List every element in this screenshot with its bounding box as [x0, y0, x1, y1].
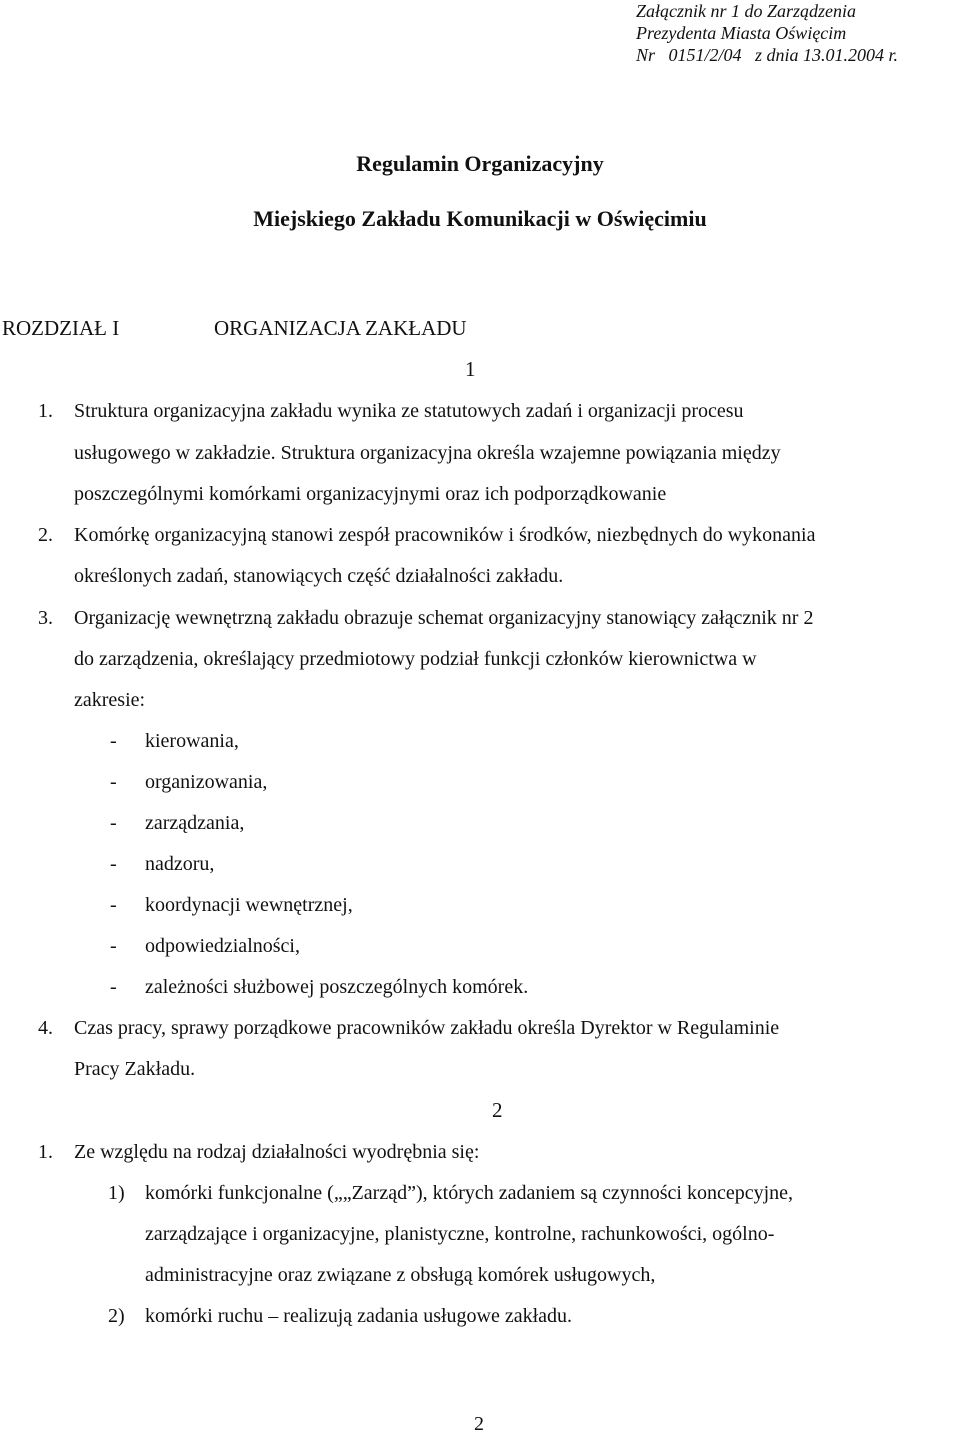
document-title: Regulamin Organizacyjny — [356, 151, 604, 176]
item-number: 4. — [38, 1017, 53, 1039]
bullet-item: zależności służbowej poszczególnych komórek. — [145, 976, 529, 998]
bullet-item: odpowiedzialności, — [145, 935, 300, 957]
subitem-text-line: zarządzające i organizacyjne, planistyczne, kontrolne, rachunkowości, ogólno- — [145, 1223, 775, 1245]
bullet-dash: - — [110, 730, 117, 752]
bullet-dash: - — [110, 894, 117, 916]
item-text-line: Ze względu na rodzaj działalności wyodrębnia się: — [74, 1141, 480, 1163]
section-sign-2: 2 — [492, 1098, 503, 1122]
chapter-name: ORGANIZACJA ZAKŁADU — [214, 316, 467, 340]
bullet-item: zarządzania, — [145, 812, 245, 834]
item-text-line: usługowego w zakładzie. Struktura organizacyjna określa wzajemne powiązania między — [74, 442, 781, 464]
chapter-label: ROZDZIAŁ I — [2, 316, 120, 340]
bullet-dash: - — [110, 976, 117, 998]
bullet-item: nadzoru, — [145, 853, 215, 875]
item-text-line: do zarządzenia, określający przedmiotowy podział funkcji członków kierownictwa w — [74, 648, 757, 670]
item-text-line: Czas pracy, sprawy porządkowe pracowników zakładu określa Dyrektor w Regulaminie — [74, 1017, 780, 1039]
subitem-text-line: komórki ruchu – realizują zadania usługowe zakładu. — [145, 1305, 573, 1327]
bullet-item: organizowania, — [145, 771, 268, 793]
bullet-item: koordynacji wewnętrznej, — [145, 894, 353, 916]
bullet-dash: - — [110, 812, 117, 834]
document-subtitle: Miejskiego Zakładu Komunikacji w Oświęcimiu — [253, 206, 707, 231]
bullet-item: kierowania, — [145, 730, 239, 752]
subitem-text-line: administracyjne oraz związane z obsługą komórek usługowych, — [145, 1264, 656, 1286]
item-text-line: Komórkę organizacyjną stanowi zespół pracowników i środków, niezbędnych do wykonania — [74, 524, 816, 546]
bullet-dash: - — [110, 935, 117, 957]
item-number: 1. — [38, 1141, 53, 1163]
item-text-line: określonych zadań, stanowiących część działalności zakładu. — [74, 565, 564, 587]
header-line-3: Nr 0151/2/04 z dnia 13.01.2004 r. — [636, 45, 899, 65]
bullet-dash: - — [110, 771, 117, 793]
item-number: 1. — [38, 400, 53, 422]
item-text-line: Struktura organizacyjna zakładu wynika ze statutowych zadań i organizacji procesu — [74, 400, 744, 422]
item-number: 3. — [38, 607, 53, 629]
bullet-dash: - — [110, 853, 117, 875]
section-sign-1: 1 — [465, 357, 476, 381]
item-text-line: Organizację wewnętrzną zakładu obrazuje schemat organizacyjny stanowiący załącznik nr 2 — [74, 607, 814, 629]
header-line-1: Załącznik nr 1 do Zarządzenia — [636, 1, 857, 21]
page-number: 2 — [474, 1413, 484, 1435]
item-text-line: Pracy Zakładu. — [74, 1058, 196, 1080]
subitem-number: 1) — [108, 1182, 125, 1204]
item-text-line: zakresie: — [74, 689, 146, 711]
item-number: 2. — [38, 524, 53, 546]
subitem-number: 2) — [108, 1305, 125, 1327]
item-text-line: poszczególnymi komórkami organizacyjnymi oraz ich podporządkowanie — [74, 483, 667, 505]
header-line-2: Prezydenta Miasta Oświęcim — [636, 23, 847, 43]
subitem-text-line: komórki funkcjonalne („„Zarząd”), których zadaniem są czynności koncepcyjne, — [145, 1182, 794, 1204]
